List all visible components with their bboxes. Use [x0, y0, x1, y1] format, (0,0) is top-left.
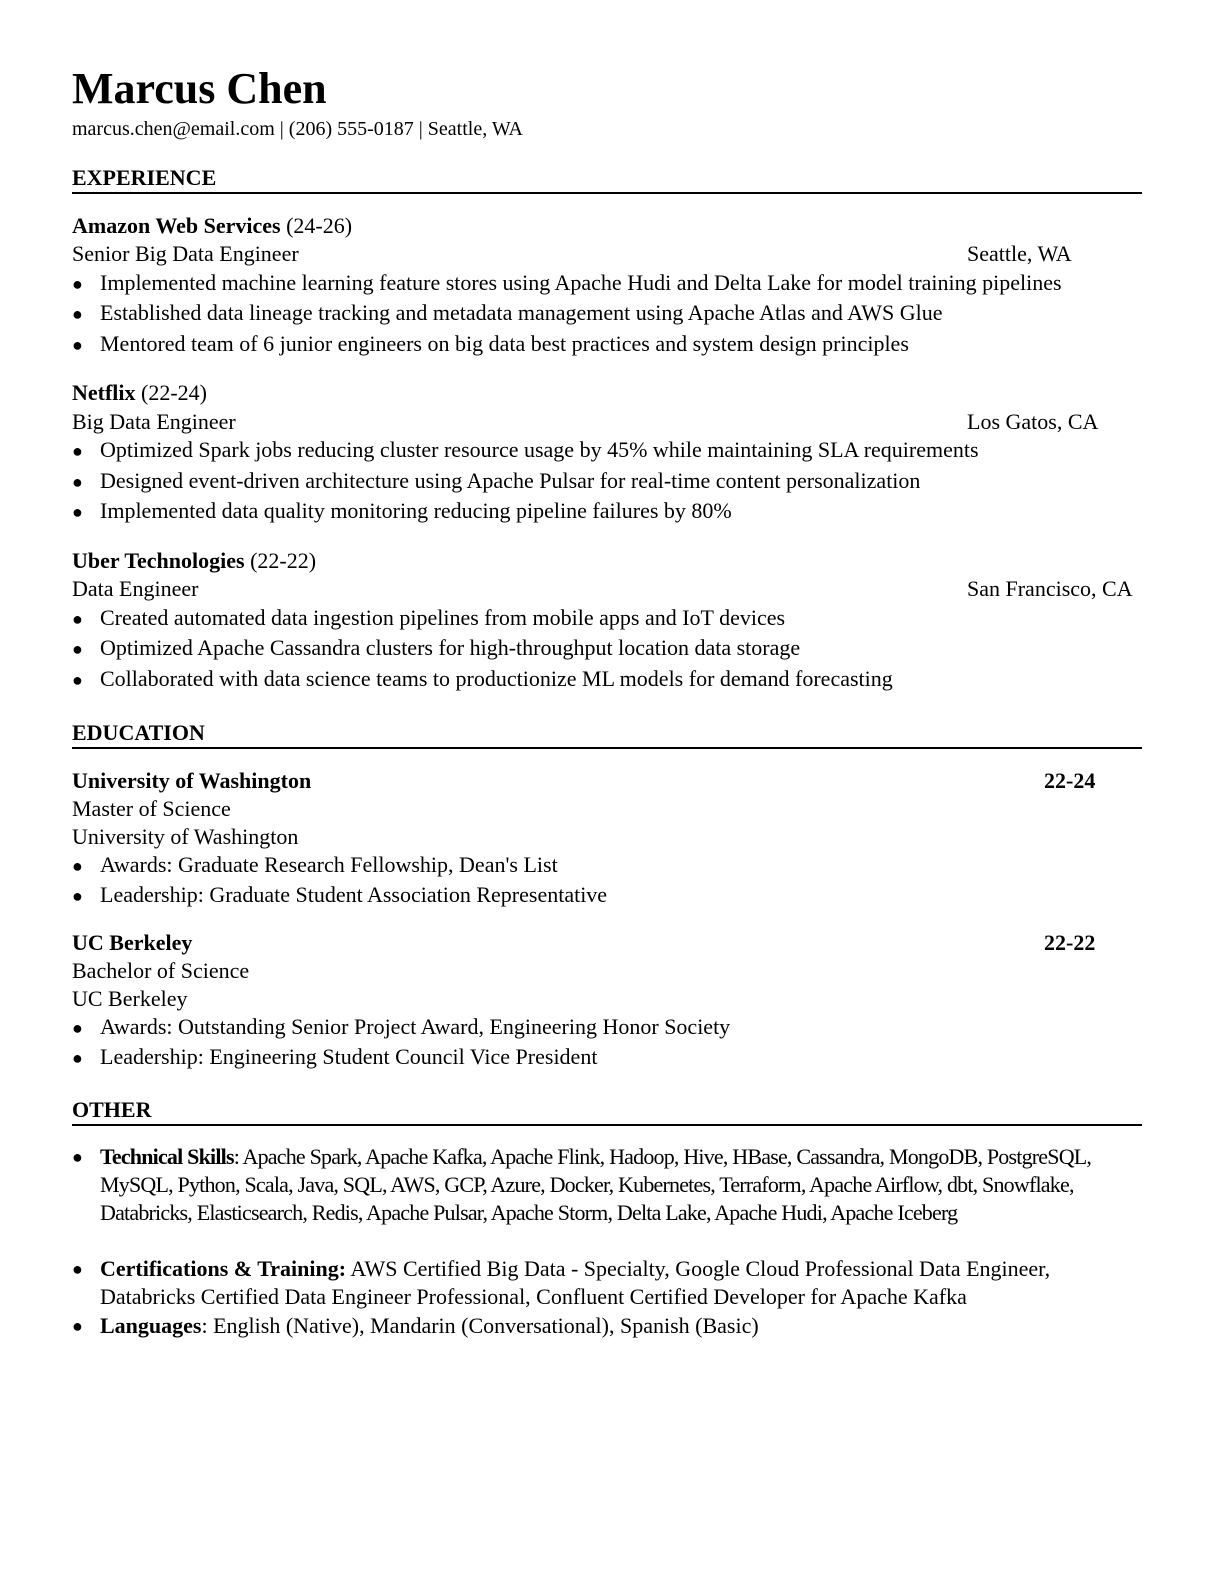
- job-header: [72, 379, 207, 407]
- bullet-icon: ●: [72, 441, 83, 461]
- job-title: Data Engineer: [72, 576, 199, 601]
- school-dates: 22-22: [1044, 930, 1096, 955]
- bullet-icon: ●: [72, 1018, 83, 1038]
- job-bullet: ● Mentored team of 6 junior engineers on big data best practices and system design principles: [72, 329, 909, 360]
- education-bullet: ● Leadership: Graduate Student Association Representative: [72, 880, 607, 911]
- education-bullet: ● Awards: Outstanding Senior Project Award, Engineering Honor Society: [72, 1012, 730, 1043]
- company-name: Uber Technologies: [72, 548, 245, 573]
- certifications-label: Certifications & Training:: [100, 1256, 347, 1281]
- bullet-icon: ●: [72, 1316, 83, 1336]
- school-name: University of Washington: [72, 768, 312, 793]
- bullet-icon: ●: [72, 1048, 83, 1068]
- job-title: Senior Big Data Engineer: [72, 241, 299, 266]
- certifications-text: AWS Certified Big Data - Specialty, Google Cloud Professional Data Engineer, Databricks Certified Data Engineer Professional, Confluent Certified Developer for Apache Kafka: [100, 1256, 1051, 1309]
- bullet-icon: ●: [72, 502, 83, 522]
- experience-heading: EXPERIENCE: [72, 164, 1142, 194]
- degree: Master of Science: [72, 796, 231, 821]
- bullet-icon: ●: [72, 609, 83, 629]
- candidate-name: Marcus Chen: [72, 64, 327, 113]
- education-heading: EDUCATION: [72, 719, 1142, 749]
- institution: University of Washington: [72, 824, 299, 849]
- job-header: [72, 212, 352, 240]
- bullet-icon: ●: [72, 274, 83, 294]
- languages-item: [72, 1312, 1132, 1340]
- bullet-icon: ●: [72, 1259, 83, 1279]
- job-bullet: ● Collaborated with data science teams to productionize ML models for demand forecasting: [72, 664, 893, 695]
- bullet-icon: ●: [72, 670, 83, 690]
- skills-text: : Apache Spark, Apache Kafka, Apache Flink, Hadoop, Hive, HBase, Cassandra, MongoDB, PostgreSQL, MySQL, Python, Scala, Java, SQL, AWS, GCP, Azure, Docker, Kubernetes, Terraform, Apache Airflow, dbt, Snowflake, Databricks, Elasticsearch, Redis, Apache Pulsar, Apache Storm, Delta Lake, Apache Hudi, Apache Iceberg: [100, 1144, 1092, 1225]
- company-name: Netflix: [72, 380, 136, 405]
- education-bullet: ● Leadership: Engineering Student Council Vice President: [72, 1042, 597, 1073]
- job-title: Big Data Engineer: [72, 409, 236, 434]
- other-heading: OTHER: [72, 1096, 1142, 1126]
- contact-line: marcus.chen@email.com | (206) 555-0187 | Seattle, WA: [72, 118, 523, 140]
- job-dates: (24-26): [286, 213, 353, 238]
- job-bullet: ● Optimized Apache Cassandra clusters for high-throughput location data storage: [72, 633, 800, 664]
- job-bullet: ● Implemented data quality monitoring reducing pipeline failures by 80%: [72, 496, 732, 527]
- job-bullet: ● Implemented machine learning feature stores using Apache Hudi and Delta Lake for model training pipelines: [72, 268, 1062, 299]
- job-dates: (22-22): [250, 548, 317, 573]
- skills-label: Technical Skills: [100, 1144, 234, 1169]
- bullet-icon: ●: [72, 639, 83, 659]
- bullet-icon: ●: [72, 1147, 83, 1167]
- job-bullet: ● Optimized Spark jobs reducing cluster resource usage by 45% while maintaining SLA requirements: [72, 435, 979, 466]
- job-bullet: ● Created automated data ingestion pipelines from mobile apps and IoT devices: [72, 603, 785, 634]
- degree: Bachelor of Science: [72, 958, 250, 983]
- bullet-icon: ●: [72, 856, 83, 876]
- job-bullet: ● Established data lineage tracking and metadata management using Apache Atlas and AWS Glue: [72, 298, 943, 329]
- school-dates: 22-24: [1044, 768, 1096, 793]
- certifications-item: [72, 1255, 1132, 1311]
- job-dates: (22-24): [141, 380, 208, 405]
- job-location: San Francisco, CA: [967, 576, 1133, 601]
- company-name: Amazon Web Services: [72, 213, 281, 238]
- bullet-icon: ●: [72, 472, 83, 492]
- job-location: Los Gatos, CA: [967, 409, 1099, 434]
- education-bullet: ● Awards: Graduate Research Fellowship, Dean's List: [72, 850, 558, 881]
- bullet-icon: ●: [72, 304, 83, 324]
- bullet-icon: ●: [72, 886, 83, 906]
- bullet-icon: ●: [72, 335, 83, 355]
- languages-text: : English (Native), Mandarin (Conversational), Spanish (Basic): [201, 1313, 759, 1338]
- job-bullet: ● Designed event-driven architecture using Apache Pulsar for real-time content personalization: [72, 466, 920, 497]
- school-name: UC Berkeley: [72, 930, 193, 955]
- languages-label: Languages: [100, 1313, 202, 1338]
- job-location: Seattle, WA: [967, 241, 1072, 266]
- skills-item: [72, 1143, 1132, 1227]
- institution: UC Berkeley: [72, 986, 188, 1011]
- job-header: [72, 547, 316, 575]
